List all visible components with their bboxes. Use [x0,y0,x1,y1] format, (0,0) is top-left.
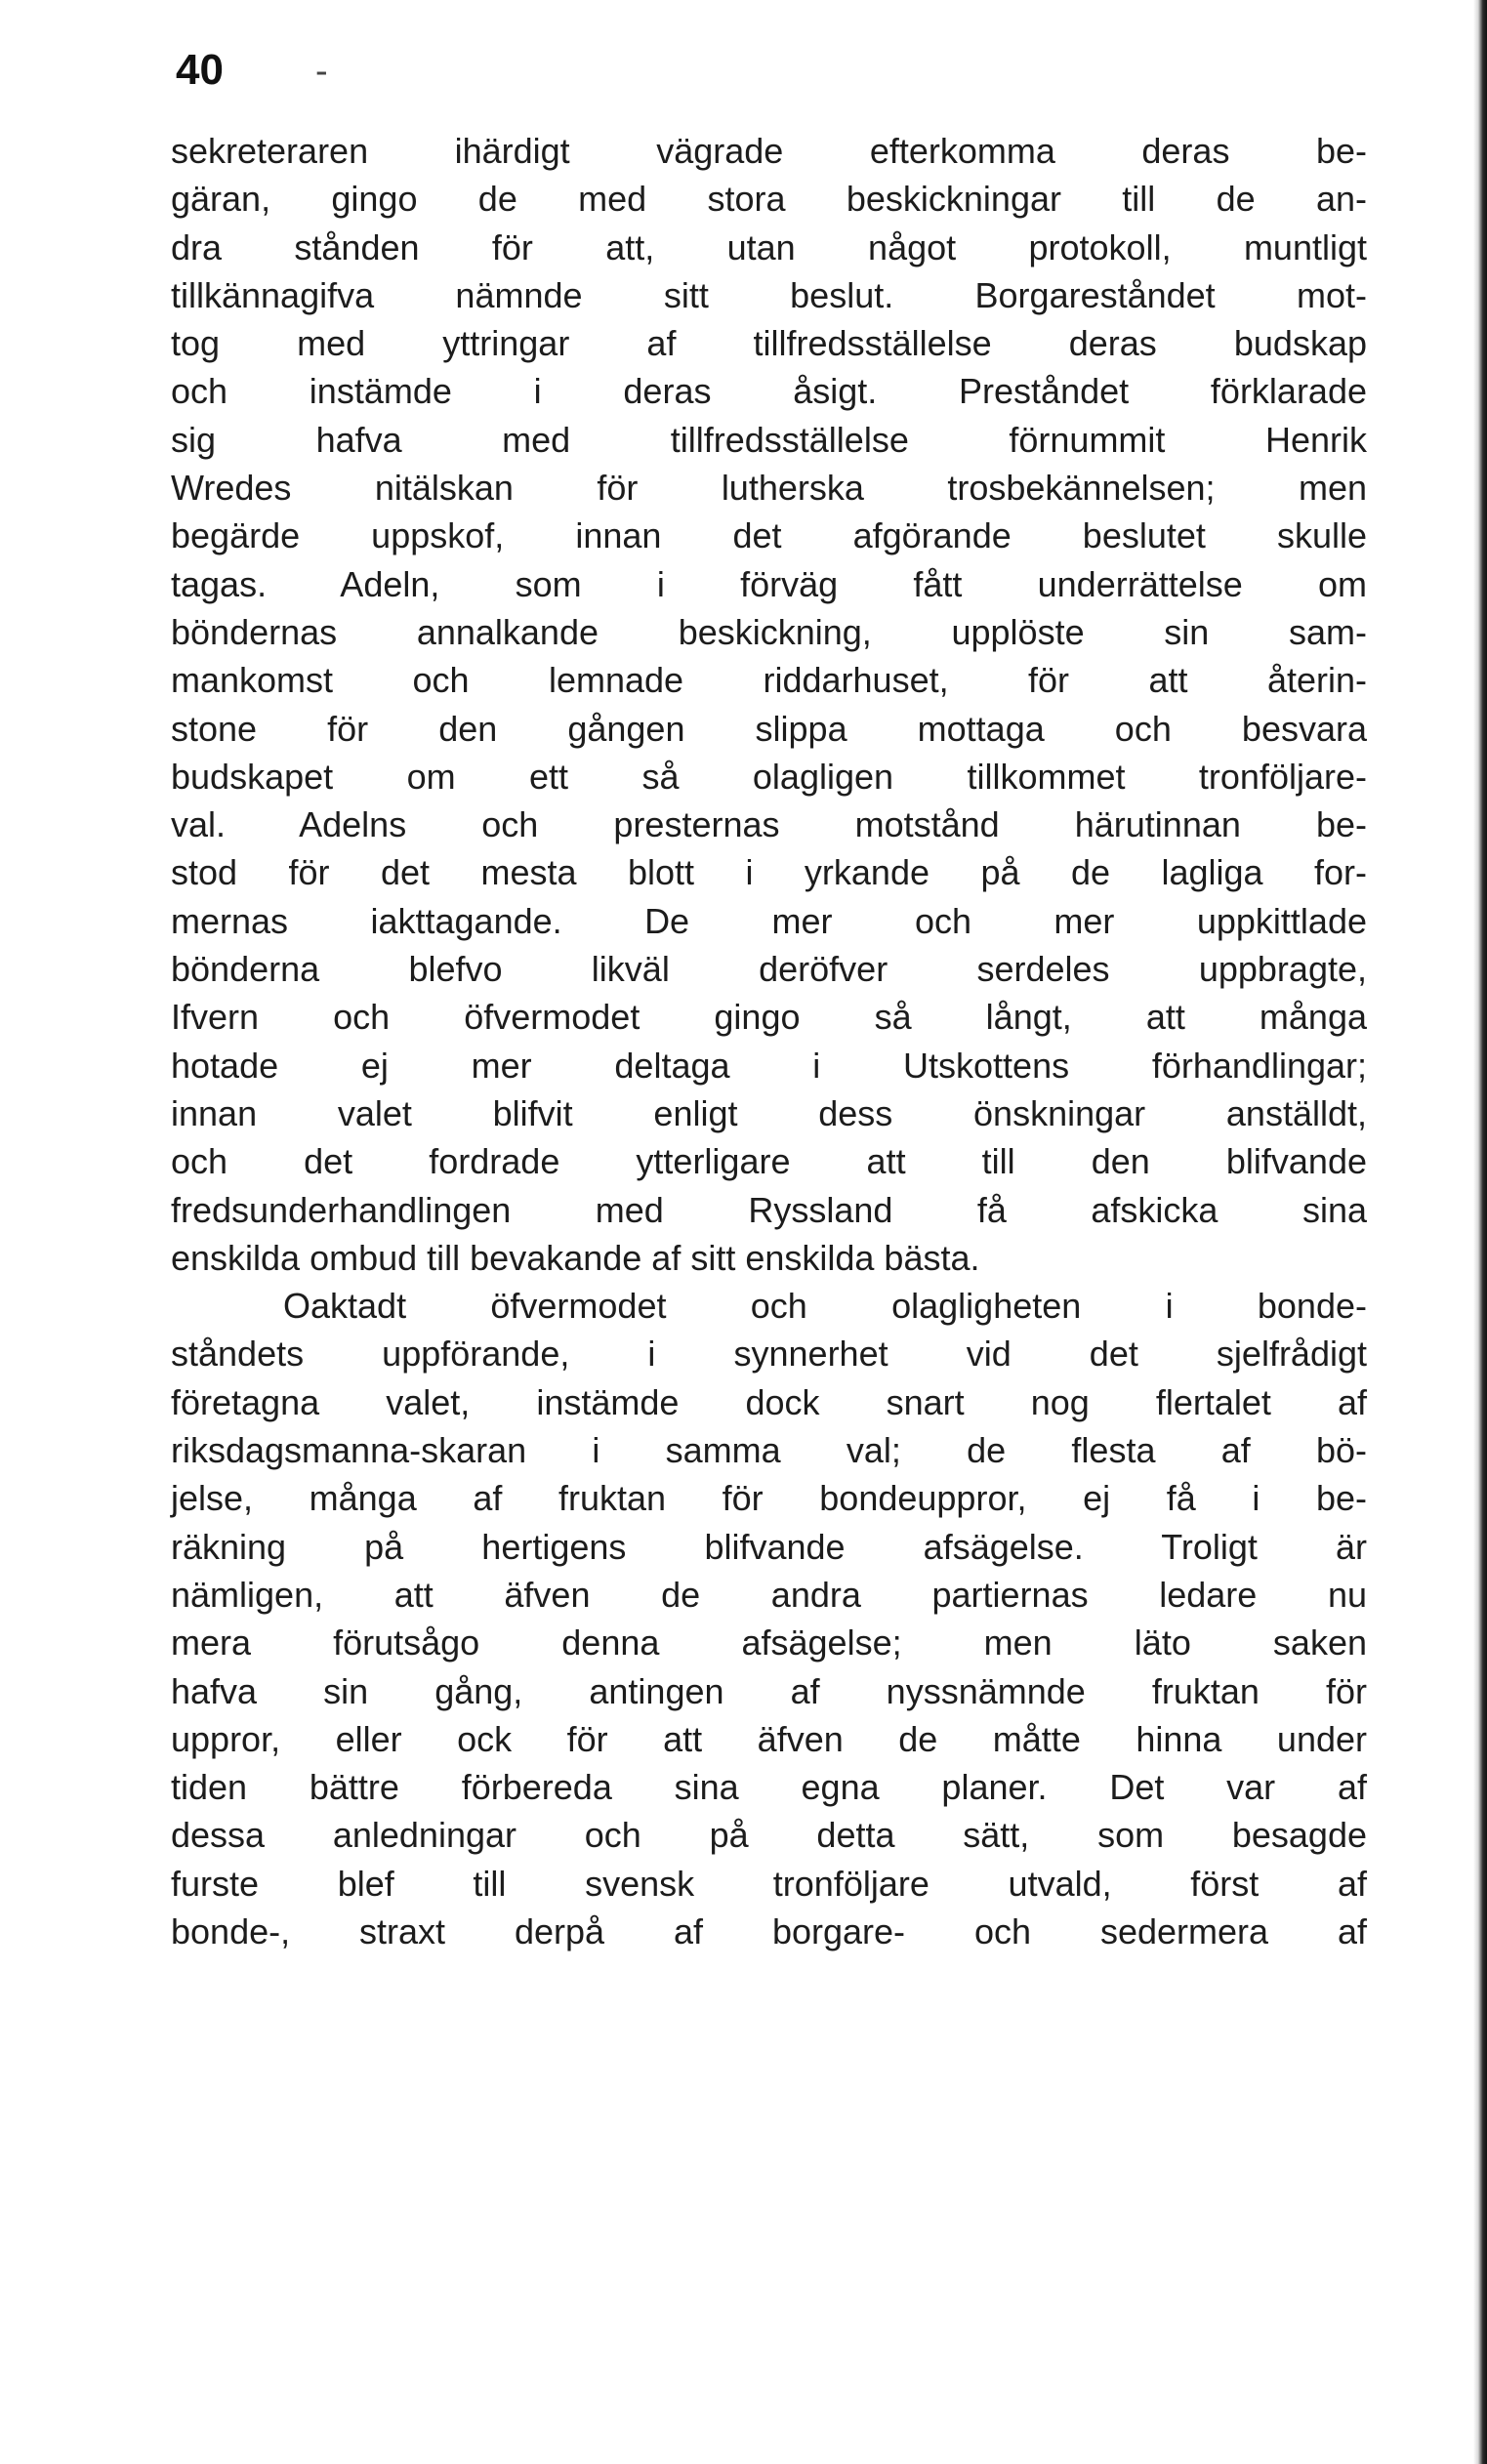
text-line: mankomst och lemnade riddarhuset, för att återin- [171,660,1367,701]
text-line: dessa anledningar och på detta sätt, som besagde [171,1815,1367,1856]
text-line: jelse, många af fruktan för bondeuppror, ej få i be- [171,1478,1367,1519]
text-line: begärde uppskof, innan det afgörande beslutet skulle [171,515,1367,556]
text-line: hotade ej mer deltaga i Utskottens förhandlingar; [171,1045,1367,1086]
text-line: och det fordrade ytterligare att till den blifvande [171,1141,1367,1182]
text-line: mera förutsågo denna afsägelse; men läto saken [171,1622,1367,1663]
text-line: räkning på hertigens blifvande afsägelse. Troligt är [171,1526,1367,1567]
text-line: Ifvern och öfvermodet gingo så långt, att många [171,997,1367,1038]
text-line: stod för det mesta blott i yrkande på de lagliga for- [171,852,1367,893]
text-line: bonde-, straxt derpå af borgare- och sedermera af [171,1910,1367,1951]
text-line: hafva sin gång, antingen af nyssnämnde fruktan för [171,1670,1367,1711]
page-edge-shadow [1473,0,1487,2464]
text-line: Wredes nitälskan för lutherska trosbekännelsen; men [171,468,1367,509]
text-line: furste blef till svensk tronföljare utvald, först af [171,1863,1367,1904]
text-line: mernas iakttagande. De mer och mer uppkittlade [171,900,1367,941]
text-line: uppror, eller ock för att äfven de måtte hinna under [171,1718,1367,1759]
text-line: innan valet blifvit enligt dess önskningar anställdt, [171,1092,1367,1133]
text-line: tillkännagifva nämnde sitt beslut. Borgareståndet mot- [171,274,1367,315]
text-line: sig hafva med tillfredsställelse förnummit Henrik [171,419,1367,460]
text-line: riksdagsmanna-skaran i samma val; de flesta af bö- [171,1430,1367,1471]
text-line: tagas. Adeln, som i förväg fått underrättelse om [171,563,1367,604]
text-line: företagna valet, instämde dock snart nog flertalet af [171,1381,1367,1422]
text-line: och instämde i deras åsigt. Preståndet förklarade [171,371,1367,412]
page-number: 40 [176,46,224,94]
text-line: nämligen, att äfven de andra partiernas ledare nu [171,1574,1367,1615]
page-mark: - [315,51,328,92]
text-line: sekreteraren ihärdigt vägrade efterkomma deras be- [171,131,1367,171]
text-line: dra stånden för att, utan något protokoll, muntligt [171,226,1367,267]
text-line: bönderna blefvo likväl deröfver serdeles uppbragte, [171,949,1367,990]
text-line: enskilda ombud till bevakande af sitt enskilda bästa. [171,1237,980,1278]
text-line: val. Adelns och presternas motstånd härutinnan be- [171,804,1367,845]
body-text [171,127,1367,1955]
text-line: budskapet om ett så olagligen tillkommet tronföljare- [171,756,1367,797]
text-line: gäran, gingo de med stora beskickningar till de an- [171,179,1367,220]
text-line: ståndets uppförande, i synnerhet vid det sjelfrådigt [171,1334,1367,1375]
text-line: tiden bättre förbereda sina egna planer. Det var af [171,1767,1367,1808]
text-line-paragraph-start: Oaktadt öfvermodet och olagligheten i bonde- [283,1286,1367,1327]
text-line: fredsunderhandlingen med Ryssland få afskicka sina [171,1189,1367,1230]
text-line: tog med yttringar af tillfredsställelse deras budskap [171,323,1367,364]
text-line: böndernas annalkande beskickning, upplöste sin sam- [171,611,1367,652]
text-line: stone för den gången slippa mottaga och besvara [171,708,1367,749]
